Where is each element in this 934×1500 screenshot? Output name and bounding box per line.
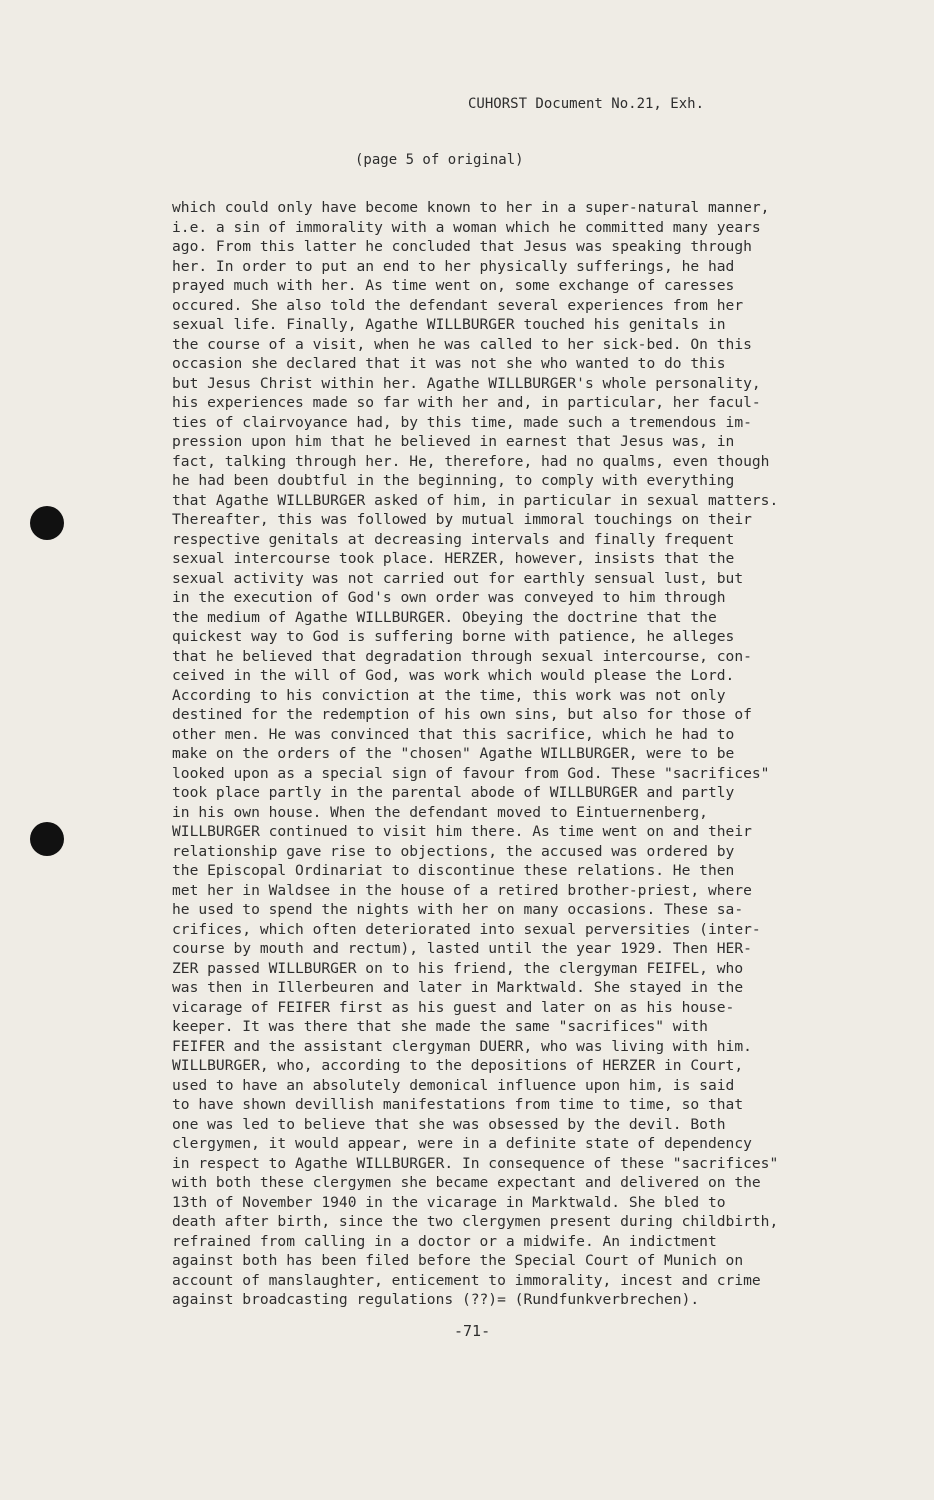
text-line: crifices, which often deteriorated into sexual perversities (inter- (172, 920, 761, 938)
page-number: -71- (454, 1322, 491, 1340)
text-line: ceived in the will of God, was work which would please the Lord. (172, 667, 735, 684)
page-note: (page 5 of original) (355, 152, 524, 168)
text-line: i.e. a sin of immorality with a woman which he committed many years (172, 218, 761, 236)
text-line: other men. He was convinced that this sacrifice, which he had to (172, 725, 735, 743)
text-line: destined for the redemption of his own sins, but also for those of (172, 706, 752, 723)
text-line: ago. From this latter he concluded that Jesus was speaking through (172, 238, 752, 255)
text-line: the medium of Agathe WILLBURGER. Obeying the doctrine that the (172, 608, 717, 626)
text-line: in respect to Agathe WILLBURGER. In consequence of these "sacrifices" (172, 1154, 779, 1172)
text-line: but Jesus Christ within her. Agathe WILLBURGER's whole personality, (172, 374, 761, 392)
text-line: make on the orders of the "chosen" Agathe WILLBURGER, were to be (172, 745, 735, 762)
text-line: quickest way to God is suffering borne with patience, he alleges (172, 628, 735, 645)
text-line: relationship gave rise to objections, the accused was ordered by (172, 842, 735, 860)
text-line: occured. She also told the defendant several experiences from her (172, 296, 744, 314)
text-line: in the execution of God's own order was conveyed to him through (172, 589, 726, 606)
text-line: was then in Illerbeuren and later in Marktwald. She stayed in the (172, 979, 744, 996)
text-line: ZER passed WILLBURGER on to his friend, the clergyman FEIFEL, who (172, 959, 744, 977)
text-line: keeper. It was there that she made the same "sacrifices" with (172, 1018, 708, 1035)
text-line: which could only have become known to her in a super-natural manner, (172, 199, 770, 216)
text-line: clergymen, it would appear, were in a definite state of dependency (172, 1135, 752, 1152)
text-line: According to his conviction at the time, this work was not only (172, 686, 726, 704)
text-line: looked upon as a special sign of favour from God. These "sacrifices" (172, 764, 770, 782)
text-line: respective genitals at decreasing intervals and finally frequent (172, 530, 735, 548)
text-line: sexual activity was not carried out for earthly sensual lust, but (172, 569, 744, 587)
text-line: ties of clairvoyance had, by this time, made such a tremendous im- (172, 413, 752, 431)
text-line: to have shown devillish manifestations from time to time, so that (172, 1096, 744, 1113)
text-line: pression upon him that he believed in earnest that Jesus was, in (172, 433, 735, 450)
text-line: refrained from calling in a doctor or a midwife. An indictment (172, 1232, 717, 1250)
text-line: FEIFER and the assistant clergyman DUERR, who was living with him. (172, 1037, 752, 1055)
text-line: WILLBURGER continued to visit him there. As time went on and their (172, 823, 752, 840)
text-line: occasion she declared that it was not she who wanted to do this (172, 355, 726, 372)
text-line: WILLBURGER, who, according to the depositions of HERZER in Court, (172, 1057, 744, 1074)
text-line: took place partly in the parental abode of WILLBURGER and partly (172, 784, 735, 801)
text-line: his experiences made so far with her and, in particular, her facul- (172, 394, 761, 411)
text-line: fact, talking through her. He, therefore, had no qualms, even though (172, 452, 770, 470)
text-line: vicarage of FEIFER first as his guest and later on as his house- (172, 998, 735, 1016)
binder-hole-top (30, 506, 64, 540)
text-line: met her in Waldsee in the house of a retired brother-priest, where (172, 881, 752, 899)
text-line: Thereafter, this was followed by mutual immoral touchings on their (172, 511, 752, 528)
text-line: he had been doubtful in the beginning, to comply with everything (172, 472, 735, 489)
text-line: he used to spend the nights with her on many occasions. These sa- (172, 901, 744, 918)
text-line: in his own house. When the defendant moved to Eintuernenberg, (172, 803, 708, 821)
text-line: with both these clergymen she became expectant and delivered on the (172, 1174, 761, 1191)
text-line: death after birth, since the two clergymen present during childbirth, (172, 1213, 779, 1230)
text-line: against both has been filed before the Special Court of Munich on (172, 1252, 744, 1269)
text-line: sexual intercourse took place. HERZER, however, insists that the (172, 550, 735, 567)
document-reference: CUHORST Document No.21, Exh. (468, 96, 705, 112)
text-line: 13th of November 1940 in the vicarage in Marktwald. She bled to (172, 1193, 726, 1211)
text-line: against broadcasting regulations (??)= (Rundfunkverbrechen). (172, 1291, 700, 1308)
text-line: account of manslaughter, enticement to immorality, incest and crime (172, 1271, 761, 1289)
binder-hole-bottom (30, 822, 64, 856)
text-line: that he believed that degradation through sexual intercourse, con- (172, 647, 752, 665)
text-line: her. In order to put an end to her physically sufferings, he had (172, 257, 735, 275)
text-line: used to have an absolutely demonical influence upon him, is said (172, 1076, 735, 1094)
text-line: prayed much with her. As time went on, some exchange of caresses (172, 277, 735, 294)
document-body (172, 198, 852, 1310)
text-line: that Agathe WILLBURGER asked of him, in particular in sexual matters. (172, 491, 779, 509)
text-line: course by mouth and rectum), lasted until the year 1929. Then HER- (172, 940, 752, 957)
text-line: the course of a visit, when he was called to her sick-bed. On this (172, 335, 752, 353)
text-line: the Episcopal Ordinariat to discontinue these relations. He then (172, 862, 735, 879)
text-line: sexual life. Finally, Agathe WILLBURGER touched his genitals in (172, 316, 726, 333)
text-line: one was led to believe that she was obsessed by the devil. Both (172, 1115, 726, 1133)
